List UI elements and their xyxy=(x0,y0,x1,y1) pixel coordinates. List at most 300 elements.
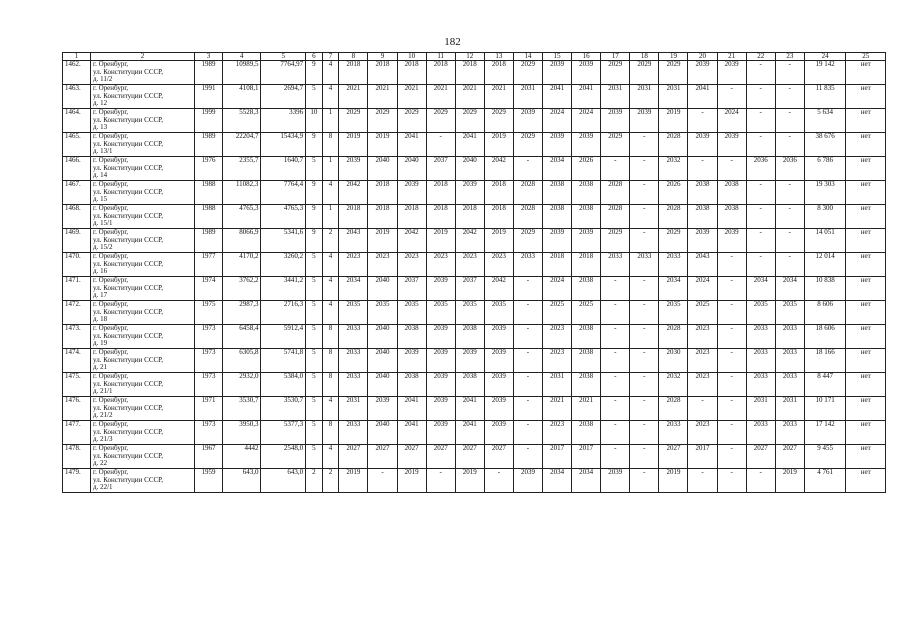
table-cell: - xyxy=(630,277,659,301)
table-cell: - xyxy=(717,301,746,325)
address-cell xyxy=(91,301,195,325)
table-cell: 2031 xyxy=(775,397,804,421)
table-cell: 2019 xyxy=(659,469,688,493)
table-cell: 2039 xyxy=(484,373,513,397)
table-row xyxy=(63,133,886,157)
table-cell: 1988 xyxy=(194,205,222,229)
address-line: ул. Конституции СССР, xyxy=(93,211,163,220)
address-line: ул. Конституции СССР, xyxy=(93,235,163,244)
table-row xyxy=(63,229,886,253)
table-cell: - xyxy=(717,85,746,109)
table-cell: 2032 xyxy=(659,373,688,397)
table-cell: 2039 xyxy=(397,349,426,373)
table-cell: 14 051 xyxy=(804,229,846,253)
column-header: 11 xyxy=(426,53,455,61)
table-cell: 2033 xyxy=(339,349,368,373)
table-cell: 3530,7 xyxy=(261,397,306,421)
table-cell: 6 786 xyxy=(804,157,846,181)
table-cell: 2025 xyxy=(543,301,572,325)
table-cell: - xyxy=(717,253,746,277)
address-line: г. Оренбург, xyxy=(93,348,129,356)
table-cell: нет xyxy=(846,445,886,469)
table-cell: - xyxy=(688,109,717,133)
table-cell: - xyxy=(717,397,746,421)
table-cell: 2023 xyxy=(339,253,368,277)
table-cell: 2039 xyxy=(543,61,572,85)
table-cell: - xyxy=(601,325,630,349)
table-row xyxy=(63,253,886,277)
table-cell: 1967 xyxy=(194,445,222,469)
table-cell: 2039 xyxy=(484,397,513,421)
table-cell: 2023 xyxy=(543,325,572,349)
table-cell: 2039 xyxy=(513,109,542,133)
table-cell: - xyxy=(630,301,659,325)
table-row xyxy=(63,277,886,301)
table-cell: 10989,5 xyxy=(223,61,261,85)
table-cell: 2042 xyxy=(339,181,368,205)
table-cell: - xyxy=(601,445,630,469)
address-line: д. 16 xyxy=(93,267,108,276)
table-cell: - xyxy=(630,325,659,349)
table-cell: 4 xyxy=(322,277,339,301)
table-cell: - xyxy=(775,61,804,85)
table-cell: 2027 xyxy=(397,445,426,469)
table-cell: 2038 xyxy=(717,205,746,229)
table-cell: 3396 xyxy=(261,109,306,133)
address-line: ул. Конституции СССР, xyxy=(93,403,163,412)
table-cell: - xyxy=(513,373,542,397)
table-cell: 3762,2 xyxy=(223,277,261,301)
address-cell xyxy=(91,157,195,181)
table-body xyxy=(63,61,886,493)
table-cell: 1991 xyxy=(194,85,222,109)
table-cell: 2027 xyxy=(659,445,688,469)
table-row xyxy=(63,109,886,133)
table-cell: - xyxy=(630,133,659,157)
table-cell: - xyxy=(601,397,630,421)
table-cell: 2023 xyxy=(426,253,455,277)
table-cell: 5 xyxy=(306,421,323,445)
table-cell: 2034 xyxy=(543,469,572,493)
table-cell: 5 xyxy=(306,253,323,277)
table-cell: 2039 xyxy=(543,133,572,157)
table-cell: 4 xyxy=(322,445,339,469)
row-number-cell: 1472. xyxy=(63,301,91,325)
table-cell: 2042 xyxy=(484,277,513,301)
table-cell: 8 xyxy=(322,373,339,397)
column-header: 13 xyxy=(484,53,513,61)
table-cell: 2029 xyxy=(601,229,630,253)
table-cell: 2036 xyxy=(775,157,804,181)
address-line: д. 22 xyxy=(93,459,108,468)
row-number-cell: 1468. xyxy=(63,205,91,229)
table-cell: 2033 xyxy=(775,349,804,373)
table-cell: нет xyxy=(846,373,886,397)
address-cell xyxy=(91,181,195,205)
column-header: 20 xyxy=(688,53,717,61)
table-cell: 2033 xyxy=(339,373,368,397)
table-cell: 2025 xyxy=(688,301,717,325)
table-cell: 2033 xyxy=(601,253,630,277)
row-number-cell: 1463. xyxy=(63,85,91,109)
table-cell: - xyxy=(717,421,746,445)
table-cell: 4170,2 xyxy=(223,253,261,277)
table-cell: - xyxy=(775,253,804,277)
table-cell: 2355,7 xyxy=(223,157,261,181)
table-cell: - xyxy=(426,133,455,157)
table-cell: 2018 xyxy=(455,61,484,85)
table-cell: 2023 xyxy=(455,253,484,277)
table-cell: 5341,6 xyxy=(261,229,306,253)
table-cell: 2039 xyxy=(513,469,542,493)
table-cell: 2038 xyxy=(455,325,484,349)
table-cell: 2029 xyxy=(455,109,484,133)
table-cell: 1973 xyxy=(194,421,222,445)
column-header: 6 xyxy=(306,53,323,61)
table-cell: 2018 xyxy=(397,205,426,229)
address-cell xyxy=(91,349,195,373)
table-cell: нет xyxy=(846,133,886,157)
table-cell: 2033 xyxy=(659,253,688,277)
table-cell: 2029 xyxy=(513,229,542,253)
table-cell: 2024 xyxy=(717,109,746,133)
column-header: 12 xyxy=(455,53,484,61)
row-number-cell: 1475. xyxy=(63,373,91,397)
table-cell: 2018 xyxy=(426,61,455,85)
address-line: д. 13 xyxy=(93,123,108,132)
table-cell: 2035 xyxy=(746,301,775,325)
table-cell: 8 606 xyxy=(804,301,846,325)
table-cell: 2038 xyxy=(543,205,572,229)
table-cell: 2019 xyxy=(455,469,484,493)
table-cell: 2042 xyxy=(455,229,484,253)
row-number-cell: 1466. xyxy=(63,157,91,181)
table-cell: 5 xyxy=(306,349,323,373)
table-cell: - xyxy=(513,325,542,349)
table-cell: 2035 xyxy=(368,301,397,325)
table-cell: - xyxy=(426,469,455,493)
row-number-cell: 1476. xyxy=(63,397,91,421)
table-cell: нет xyxy=(846,181,886,205)
table-cell: 2031 xyxy=(630,85,659,109)
table-cell: 2019 xyxy=(368,229,397,253)
address-line: ул. Конституции СССР, xyxy=(93,427,163,436)
table-cell: 1 xyxy=(322,157,339,181)
table-cell: - xyxy=(717,445,746,469)
table-cell: 2018 xyxy=(426,205,455,229)
table-cell: 2039 xyxy=(455,349,484,373)
address-line: ул. Конституции СССР, xyxy=(93,283,163,292)
table-cell: - xyxy=(775,205,804,229)
table-cell: 2029 xyxy=(513,133,542,157)
table-cell: 2024 xyxy=(543,277,572,301)
table-cell: 5 xyxy=(306,301,323,325)
table-cell: 5 xyxy=(306,277,323,301)
table-cell: 2029 xyxy=(513,61,542,85)
table-cell: - xyxy=(717,469,746,493)
table-cell: 38 676 xyxy=(804,133,846,157)
column-header: 23 xyxy=(775,53,804,61)
table-cell: 5 xyxy=(306,325,323,349)
table-cell: 643,0 xyxy=(223,469,261,493)
table-cell: 2033 xyxy=(339,325,368,349)
table-cell: 2034 xyxy=(572,469,601,493)
table-cell: 2039 xyxy=(426,397,455,421)
table-cell: 2018 xyxy=(572,253,601,277)
address-cell xyxy=(91,85,195,109)
table-cell: 1989 xyxy=(194,133,222,157)
column-header: 9 xyxy=(368,53,397,61)
table-cell: - xyxy=(746,133,775,157)
table-row xyxy=(63,397,886,421)
address-cell xyxy=(91,397,195,421)
table-cell: - xyxy=(717,349,746,373)
table-cell: 1971 xyxy=(194,397,222,421)
table-row xyxy=(63,421,886,445)
table-cell: 1973 xyxy=(194,325,222,349)
row-number-cell: 1477. xyxy=(63,421,91,445)
table-cell: 4765,3 xyxy=(261,205,306,229)
table-cell: 8 300 xyxy=(804,205,846,229)
table-cell: - xyxy=(775,85,804,109)
table-cell: 2035 xyxy=(397,301,426,325)
table-cell: 11082,3 xyxy=(223,181,261,205)
table-cell: 2041 xyxy=(397,421,426,445)
table-cell: 8 xyxy=(322,325,339,349)
row-number-cell: 1462. xyxy=(63,61,91,85)
table-cell: 2039 xyxy=(717,133,746,157)
table-cell: нет xyxy=(846,421,886,445)
table-cell: 2039 xyxy=(426,373,455,397)
column-header: 15 xyxy=(543,53,572,61)
table-cell: 2038 xyxy=(688,181,717,205)
table-cell: 2039 xyxy=(484,325,513,349)
column-header: 21 xyxy=(717,53,746,61)
address-line: г. Оренбург, xyxy=(93,372,129,380)
address-line: ул. Конституции СССР, xyxy=(93,355,163,364)
table-cell: 2043 xyxy=(688,253,717,277)
table-cell: - xyxy=(717,277,746,301)
address-line: д. 14 xyxy=(93,171,108,180)
table-cell: 2033 xyxy=(630,253,659,277)
table-cell: 9 xyxy=(306,205,323,229)
table-cell: 643,0 xyxy=(261,469,306,493)
table-cell: 2039 xyxy=(688,133,717,157)
table-cell: 5 xyxy=(306,373,323,397)
table-cell: 22204,7 xyxy=(223,133,261,157)
table-cell: 2039 xyxy=(572,229,601,253)
table-cell: 2028 xyxy=(601,205,630,229)
table-cell: 2033 xyxy=(775,373,804,397)
table-cell: 2039 xyxy=(601,109,630,133)
column-header: 17 xyxy=(601,53,630,61)
address-line: ул. Конституции СССР, xyxy=(93,259,163,268)
table-cell: 8 xyxy=(322,133,339,157)
address-line: г. Оренбург, xyxy=(93,156,129,164)
table-cell: - xyxy=(630,349,659,373)
table-cell: 2039 xyxy=(426,421,455,445)
table-cell: 2021 xyxy=(397,85,426,109)
table-cell: 2019 xyxy=(397,469,426,493)
column-header: 10 xyxy=(397,53,426,61)
table-cell: нет xyxy=(846,325,886,349)
table-cell: 2548,0 xyxy=(261,445,306,469)
table-cell: 2018 xyxy=(368,61,397,85)
table-cell: 2040 xyxy=(368,325,397,349)
address-line: г. Оренбург, xyxy=(93,204,129,212)
table-cell: 2019 xyxy=(775,469,804,493)
table-cell: 2019 xyxy=(426,229,455,253)
table-cell: 2035 xyxy=(339,301,368,325)
address-line: ул. Конституции СССР, xyxy=(93,451,163,460)
table-cell: 2038 xyxy=(572,349,601,373)
table-cell: 2027 xyxy=(368,445,397,469)
table-cell: 2018 xyxy=(397,61,426,85)
table-cell: 2021 xyxy=(426,85,455,109)
table-cell: 1974 xyxy=(194,277,222,301)
address-line: ул. Конституции СССР, xyxy=(93,475,163,484)
table-cell: 2023 xyxy=(688,349,717,373)
table-cell: 2031 xyxy=(543,373,572,397)
table-cell: 4 xyxy=(322,253,339,277)
table-cell: 5384,0 xyxy=(261,373,306,397)
table-cell: 5 xyxy=(306,157,323,181)
table-cell: 2033 xyxy=(746,421,775,445)
table-cell: - xyxy=(630,469,659,493)
table-cell: 2024 xyxy=(543,109,572,133)
table-cell: - xyxy=(746,253,775,277)
table-cell: 2033 xyxy=(775,421,804,445)
table-cell: - xyxy=(513,421,542,445)
table-cell: 2 xyxy=(322,229,339,253)
table-row xyxy=(63,61,886,85)
table-cell: 2018 xyxy=(368,181,397,205)
table-cell: 2033 xyxy=(746,325,775,349)
table-cell: - xyxy=(513,349,542,373)
table-cell: 2041 xyxy=(688,85,717,109)
table-cell: 1975 xyxy=(194,301,222,325)
address-line: д. 15/2 xyxy=(93,243,113,252)
table-cell: 2038 xyxy=(543,181,572,205)
table-cell: 2035 xyxy=(426,301,455,325)
address-line: ул. Конституции СССР, xyxy=(93,139,163,148)
table-cell: 2017 xyxy=(688,445,717,469)
row-number-cell: 1474. xyxy=(63,349,91,373)
table-cell: 2021 xyxy=(543,397,572,421)
table-cell: - xyxy=(775,229,804,253)
table-cell: 2018 xyxy=(484,61,513,85)
address-cell xyxy=(91,229,195,253)
table-cell: 1 xyxy=(322,205,339,229)
column-header: 5 xyxy=(261,53,306,61)
table-cell: 2023 xyxy=(368,253,397,277)
table-cell: нет xyxy=(846,109,886,133)
address-line: г. Оренбург, xyxy=(93,252,129,260)
table-cell: - xyxy=(746,181,775,205)
table-cell: 2018 xyxy=(339,205,368,229)
table-cell: 2035 xyxy=(455,301,484,325)
table-cell: 2041 xyxy=(455,421,484,445)
table-cell: 3950,3 xyxy=(223,421,261,445)
address-line: д. 12 xyxy=(93,99,108,108)
table-cell: 15434,9 xyxy=(261,133,306,157)
table-cell: 4 761 xyxy=(804,469,846,493)
table-cell: 1989 xyxy=(194,229,222,253)
column-header: 14 xyxy=(513,53,542,61)
buildings-table xyxy=(62,52,886,493)
table-cell: 2040 xyxy=(368,349,397,373)
table-cell: - xyxy=(630,445,659,469)
table-cell: 2029 xyxy=(368,109,397,133)
table-cell: 2033 xyxy=(775,325,804,349)
table-cell: 2027 xyxy=(339,445,368,469)
table-cell: 2039 xyxy=(688,229,717,253)
table-cell: 2028 xyxy=(513,181,542,205)
row-number-cell: 1479. xyxy=(63,469,91,493)
table-cell: 2018 xyxy=(426,181,455,205)
table-cell: 1989 xyxy=(194,61,222,85)
address-line: г. Оренбург, xyxy=(93,396,129,404)
table-cell: 2017 xyxy=(543,445,572,469)
table-cell: - xyxy=(630,205,659,229)
table-cell: 2039 xyxy=(601,469,630,493)
table-cell: - xyxy=(746,109,775,133)
table-cell: - xyxy=(717,325,746,349)
table-cell: 2037 xyxy=(397,277,426,301)
address-line: ул. Конституции СССР, xyxy=(93,115,163,124)
address-line: д. 11/2 xyxy=(93,75,113,84)
table-cell: - xyxy=(513,277,542,301)
table-row xyxy=(63,301,886,325)
table-row xyxy=(63,181,886,205)
table-cell: 2033 xyxy=(746,349,775,373)
table-cell: 6305,8 xyxy=(223,349,261,373)
table-cell: 2019 xyxy=(339,133,368,157)
table-cell: - xyxy=(746,469,775,493)
row-number-cell: 1465. xyxy=(63,133,91,157)
table-cell: - xyxy=(601,277,630,301)
column-header: 8 xyxy=(339,53,368,61)
table-cell: 1977 xyxy=(194,253,222,277)
address-line: г. Оренбург, xyxy=(93,180,129,188)
table-cell: 2039 xyxy=(484,349,513,373)
table-cell: 2036 xyxy=(746,157,775,181)
table-cell: 4 xyxy=(322,301,339,325)
table-cell: 2038 xyxy=(572,421,601,445)
table-cell: - xyxy=(601,157,630,181)
table-cell: - xyxy=(630,373,659,397)
table-cell: - xyxy=(513,157,542,181)
address-line: ул. Конституции СССР, xyxy=(93,187,163,196)
table-cell: 2019 xyxy=(659,109,688,133)
table-cell: 2034 xyxy=(543,157,572,181)
table-cell: 1976 xyxy=(194,157,222,181)
address-cell xyxy=(91,61,195,85)
table-row xyxy=(63,469,886,493)
table-cell: - xyxy=(630,229,659,253)
table-cell: нет xyxy=(846,277,886,301)
table-cell: 1973 xyxy=(194,373,222,397)
table-cell: 2034 xyxy=(339,277,368,301)
address-cell xyxy=(91,421,195,445)
table-cell: 2019 xyxy=(368,133,397,157)
table-cell: 2029 xyxy=(426,109,455,133)
row-number-cell: 1469. xyxy=(63,229,91,253)
table-cell: 2031 xyxy=(659,85,688,109)
table-cell: 4442 xyxy=(223,445,261,469)
table-cell: - xyxy=(630,157,659,181)
table-cell: 2023 xyxy=(543,421,572,445)
